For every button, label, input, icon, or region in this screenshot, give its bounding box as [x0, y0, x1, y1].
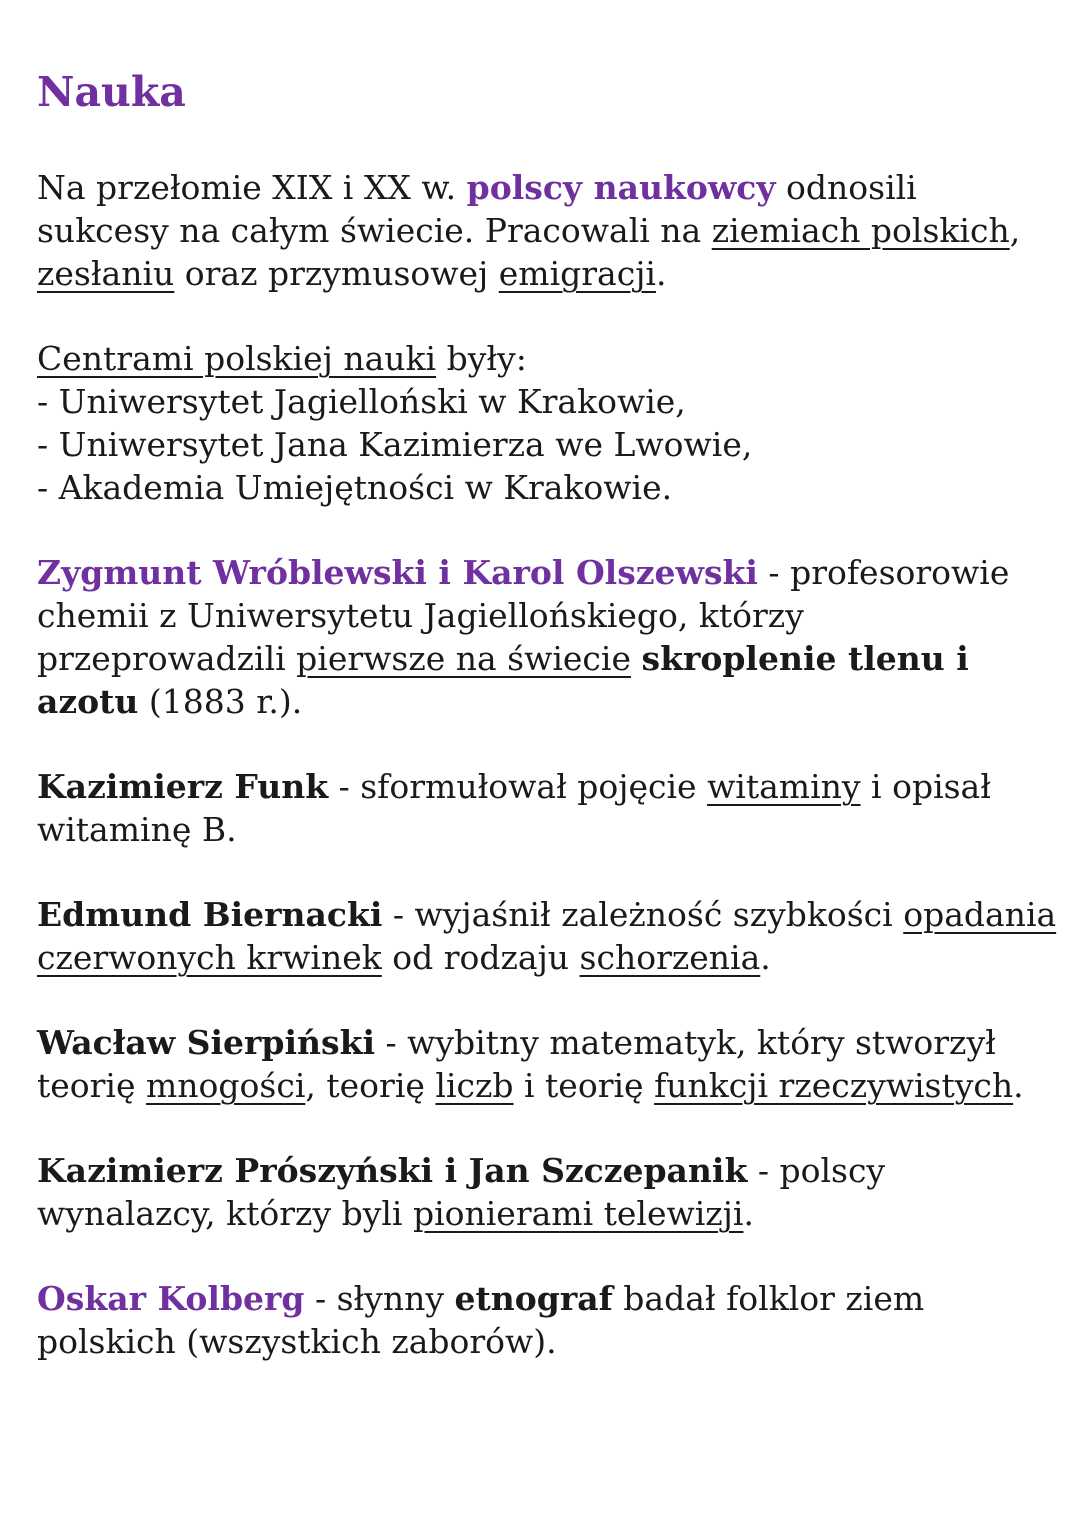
entry-underline: schorzenia [579, 938, 761, 977]
intro-highlight: polscy naukowcy [466, 168, 776, 207]
entry-text: - polscy wynalazcy, którzy byli [37, 1151, 886, 1233]
entry-underline: witaminy [707, 767, 861, 806]
centers-list-item: - Akademia Umiejętności w Krakowie. [37, 468, 673, 507]
entry-text: - sformułował pojęcie [328, 767, 708, 806]
centers-lead-rest: były: [436, 339, 527, 378]
intro-underline-2: zesłaniu [37, 254, 175, 293]
intro-text-2: odnosili sukcesy na całym świecie. Pracowali na [37, 168, 917, 250]
entry-text: . [1013, 1066, 1024, 1105]
entry-text: , teorię [305, 1066, 436, 1105]
entry-text: - wyjaśnił zależność szybkości [382, 895, 904, 934]
spacer [37, 723, 1057, 765]
centers-lead-underlined: Centrami polskiej nauki [37, 339, 437, 378]
entry-name: Kazimierz Funk [37, 767, 329, 806]
entry-text: badał folklor ziem polskich (wszystkich zaborów). [37, 1279, 925, 1361]
entry-underline: pionierami telewizji [412, 1194, 744, 1233]
entry-wroblewski [37, 551, 1057, 723]
entry-funk [37, 765, 1057, 851]
intro-text-1: Na przełomie XIX i XX w. [37, 168, 467, 207]
entry-text: - profesorowie chemii z Uniwersytetu Jagiellońskiego, którzy przeprowadzili [37, 553, 1010, 678]
entry-name: Wacław Sierpiński [37, 1023, 375, 1062]
entry-underline: mnogości [146, 1066, 306, 1105]
entry-bold: skroplenie tlenu i azotu [37, 639, 969, 721]
intro-text-5: . [655, 254, 667, 293]
entry-underline: pierwsze na świecie [296, 639, 631, 678]
entry-text: - słynny [304, 1279, 455, 1318]
entry-text: od rodzaju [381, 938, 580, 977]
centers-paragraph [37, 337, 1057, 509]
spacer [37, 979, 1057, 1021]
entry-text: (1883 r.). [138, 682, 303, 721]
entry-text [631, 639, 642, 678]
document-page [37, 66, 1057, 1363]
entry-name: Oskar Kolberg [37, 1279, 305, 1318]
entry-biernacki [37, 893, 1057, 979]
entry-name: Zygmunt Wróblewski i Karol Olszewski [37, 553, 758, 592]
entry-name: Kazimierz Prószyński i Jan Szczepanik [37, 1151, 748, 1190]
spacer [37, 851, 1057, 893]
entry-kolberg [37, 1277, 1057, 1363]
spacer [37, 1235, 1057, 1277]
intro-paragraph [37, 166, 1057, 295]
entry-sierpinski [37, 1021, 1057, 1107]
centers-list-item: - Uniwersytet Jana Kazimierza we Lwowie, [37, 425, 753, 464]
entry-underline: liczb [435, 1066, 514, 1105]
entry-text: . [743, 1194, 754, 1233]
entry-name: Edmund Biernacki [37, 895, 383, 934]
entry-text: i teorię [513, 1066, 655, 1105]
entry-text: - wybitny matematyk, który stworzył teorię [37, 1023, 996, 1105]
intro-text-3: , [1009, 211, 1021, 250]
intro-underline-1: ziemiach polskich [711, 211, 1010, 250]
entry-text: . [760, 938, 771, 977]
spacer [37, 295, 1057, 337]
entry-bold: etnograf [454, 1279, 613, 1318]
entry-text: i opisał witaminę B. [37, 767, 991, 849]
intro-underline-3: emigracji [498, 254, 656, 293]
intro-text-4: oraz przymusowej [174, 254, 499, 293]
entry-underline: opadania czerwonych krwinek [37, 895, 1057, 977]
page-title: Nauka [37, 68, 186, 116]
spacer [37, 509, 1057, 551]
spacer [37, 1107, 1057, 1149]
centers-list-item: - Uniwersytet Jagielloński w Krakowie, [37, 382, 686, 421]
entry-proszynski [37, 1149, 1057, 1235]
entry-underline: funkcji rzeczywistych [654, 1066, 1014, 1105]
